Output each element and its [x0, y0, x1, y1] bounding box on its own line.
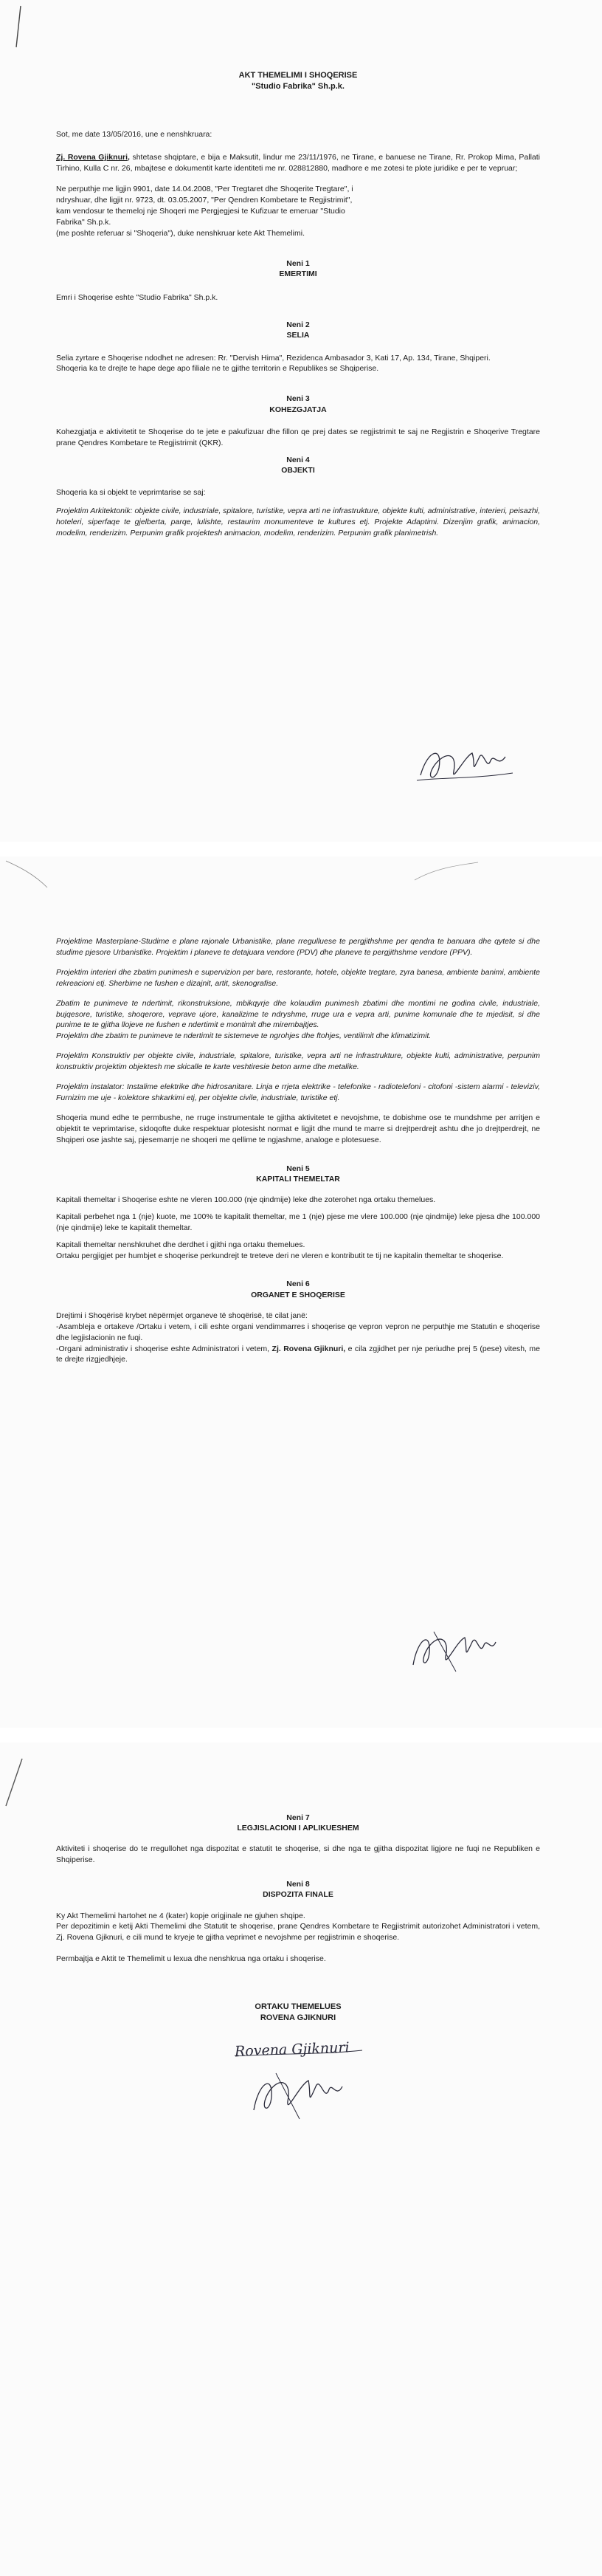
title-line-1: AKT THEMELIMI I SHOQERISE: [238, 71, 358, 80]
article-6-assembly: -Asambleja e ortakeve /Ortaku i vetem, i cili eshte organi vendimmarres i shoqerise qe vepron vepron ne perputhje me Statutin e shoqerise dhe legjislacionin ne fuqi.: [56, 1322, 540, 1342]
article-1-heading: [56, 258, 540, 279]
scan-fold-mark: [413, 861, 480, 883]
document-page-3: [0, 1742, 602, 2576]
article-6-heading: [56, 1279, 540, 1299]
activity-interior: Projektim interieri dhe zbatim punimesh e supervizion per bare, restorante, hotele, objekte tregtare, zyra banesa, ambiente banimi, ambiente rekreacioni etj. Sherbime ne fushen e dizajnit, artit, skenografise.: [56, 967, 540, 988]
legal-basis-line: Ne perputhje me ligjin 9901, date 14.04.2008, "Per Tregtaret dhe Shoqerite Tregtare", i: [56, 185, 353, 194]
article-2-text-branches: Shoqeria ka te drejte te hape dege apo filiale ne te gjithe territorin e Republikes se Shqiperise.: [56, 364, 379, 374]
article-5-shares: Kapitali perbehet nga 1 (nje) kuote, me 100% te kapitalit themeltar, me 1 (nje) pjese me vlere 100.000 (nje qindmije) leke pjesa dhe 100.000 (nje qindmije) leke te kapitalit themeltar.: [56, 1212, 540, 1232]
legal-basis-line: kam vendosur te themeloj nje Shoqeri me Pergjegjesi te Kufizuar te emeruar "Studio: [56, 207, 345, 216]
article-8-heading: [56, 1879, 540, 1900]
intro-text: Sot, me date 13/05/2016, une e nenshkruara:: [56, 129, 212, 139]
article-5-capital: Kapitali themeltar i Shoqerise eshte ne vleren 100.000 (nje qindmije) leke dhe zoterohet nga ortaku themelues.: [56, 1195, 436, 1204]
article-name: OBJEKTI: [281, 465, 315, 475]
article-4-text-architecture: Projektim Arkitektonik: objekte civile, industriale, spitalore, turistike, vepra arti ne infrastrukture, objekte kulti, administrative, interieri, peisazhi, hoteleri, siperfaqe te gjelberta, parqe, lulishte, restaurim monumenteve te kultures etj. Projekte Adaptimi. Dizenjim grafik, animacion, modelim, renderizim. Perpunim grafik projektesh animacion, modelim, renderizim. Perpunim grafik planimetrish.: [56, 506, 540, 537]
founder-name: Zj. Rovena Gjiknuri,: [56, 152, 130, 162]
scan-fold-mark: [4, 859, 49, 889]
article-name: LEGJISLACIONI I APLIKUESHEM: [237, 1824, 359, 1833]
article-4-intro: Shoqeria ka si objekt te veprimtarise se saj:: [56, 487, 206, 497]
handwritten-name: Rovena Gjiknuri: [234, 2039, 350, 2060]
legal-basis-line: (me poshte referuar si "Shoqeria"), duke nenshkruar kete Akt Themelimi.: [56, 229, 305, 238]
article-5-subscription: Kapitali themeltar nenshkruhet dhe derdhet i gjithi nga ortaku themelues.: [56, 1240, 305, 1249]
article-5-liability: Ortaku pergjigjet per humbjet e shoqerise perkundrejt te treteve deri ne vleren e kontributit te tij ne kapitalin themeltar te shoqerise.: [56, 1251, 504, 1260]
page-1-content: [56, 70, 540, 544]
article-number: Neni 2: [286, 320, 310, 330]
document-title: [56, 70, 540, 92]
signatory-block: [56, 2002, 540, 2024]
document-page-1: [0, 0, 602, 842]
signatory-title: ORTAKU THEMELUES: [255, 2002, 342, 2012]
article-number: Neni 1: [286, 258, 310, 268]
handwritten-underline: [232, 2034, 365, 2059]
article-name: EMERTIMI: [279, 269, 317, 279]
article-name: DISPOZITA FINALE: [263, 1890, 333, 1900]
activity-construction: Zbatim te punimeve te ndertimit, rikonstruksione, mbikqyrje dhe kolaudim punimesh zbatimi dhe montimi ne godina civile, industriale, bujqesore, turistike, shoqerore, veprave ujore, kanalizime te ndryshme, rruge ura e vepra arti, punime komunale dhe te mjedisit, si dhe punime te te gjitha llojeve ne fushen e ndertimit e montimit dhe mirembajtjes.: [56, 998, 540, 1030]
document-page-2: [0, 856, 602, 1728]
administrator-name: Zj. Rovena Gjiknuri,: [271, 1344, 346, 1353]
activity-hvac: Projektim dhe zbatim te punimeve te ndertimit te sistemeve te ngrohjes dhe ftohjes, ventilimit dhe klimatizimit.: [56, 1031, 432, 1041]
article-3-text: Kohezgjatja e aktivitetit te Shoqerise do te jete e pakufizuar dhe fillon qe prej dates se regjistrimit te saj ne Regjistrin e Shoqerive Tregtare prane Qendres Kombetare te Regjistrimit (QKR).: [56, 427, 540, 447]
article-8-deposit: Per depozitimin e ketij Akti Themelimi dhe Statutit te shoqerise, prane Qendres Kombetare te Regjistrimit autorizohet Administratori i vetem, Zj. Rovena Gjiknuri, e cili mund te kryeje te gjitha veprimet e nevojshme per regjistrimin e shoqerise.: [56, 1922, 540, 1943]
article-7-text: Aktiviteti i shoqerise do te rregullohet nga dispozitat e statutit te shoqerise, si dhe nga te gjitha dispozitat ligjore ne fuqi ne Republiken e Shqiperise.: [56, 1844, 540, 1865]
signatory-name: ROVENA GJIKNURI: [260, 2013, 336, 2022]
article-4-heading: [56, 455, 540, 475]
article-number: Neni 4: [286, 455, 310, 464]
article-name: ORGANET E SHOQERISE: [251, 1290, 345, 1299]
activity-installations: Projektim instalator: Instalime elektrike dhe hidrosanitare. Linja e rrjeta elektrike - telefonike - radiotelefoni - citofoni -sistem alarmi - televiziv, Furnizim me uje - kolektore shkarkimi etj, per objekte civile, industriale, turistike etj.: [56, 1082, 540, 1102]
article-number: Neni 5: [286, 1164, 310, 1173]
founder-details: shtetase shqiptare, e bija e Maksutit, lindur me 23/11/1976, ne Tirane, e banuese ne Tirane, Rr. Prokop Mima, Pallati Tirhino, Kulla C nr. 26, mbajtese e dokumentit karte identiteti me nr. 028812880, madhore e me zotesi te plote juridike e per te vepruar;: [56, 152, 540, 173]
article-3-heading: [56, 394, 540, 414]
article-number: Neni 8: [286, 1880, 310, 1889]
article-number: Neni 7: [286, 1813, 310, 1822]
scan-pen-mark: [3, 1757, 25, 1809]
legal-basis-line: ndryshuar, dhe ligjit nr. 9723, dt. 03.05.2007, "Per Qendren Kombetare te Regjistrimit",: [56, 196, 353, 205]
legal-basis-line: Fabrika" Sh.p.k.: [56, 218, 111, 227]
scan-pen-mark: [13, 4, 24, 49]
page-gap: [0, 842, 602, 856]
article-2-text-address: Selia zyrtare e Shoqerise ndodhet ne adresen: Rr. "Dervish Hima", Rezidenca Ambasador 3, Kati 17, Ap. 134, Tirane, Shqiperi.: [56, 353, 491, 363]
article-8-copies: Ky Akt Themelimi hartohet ne 4 (kater) kopje origjinale ne gjuhen shqipe.: [56, 1911, 305, 1920]
initials-signature-icon: [413, 742, 516, 786]
activity-masterplan: Projektime Masterplane-Studime e plane rajonale Urbanistike, plane rregulluese te pergjithshme per qendra te banuara dhe qytete si dhe studime pjesore Urbanistike. Projektim i planeve te detajuara vendore (PDV) dhe planeve te pergjithshme vendore (PPV).: [56, 937, 540, 957]
article-name: SELIA: [286, 331, 310, 340]
article-6-intro: Drejtimi i Shoqërisë krybet nëpërmjet organeve të shoqërisë, të cilat janë:: [56, 1311, 308, 1320]
legal-basis-paragraph: [56, 184, 540, 239]
article-2-heading: [56, 320, 540, 340]
page-2-content: [56, 936, 540, 1371]
company-name-title: "Studio Fabrika" Sh.p.k.: [252, 81, 345, 91]
activity-structural: Projektim Konstruktiv per objekte civile, industriale, spitalore, turistike, vepra arti ne infrastrukture, objekte kulti, administrative, perpunim konstruktiv projektim objektesh me skicalle te karte veshtiresie beton arme dhe metalike.: [56, 1051, 540, 1072]
article-5-heading: [56, 1164, 540, 1184]
article-8-read-signed: Permbajtja e Aktit te Themelimit u lexua dhe nenshkrua nga ortaku i shoqerise.: [56, 1954, 326, 1964]
activity-general-clause: Shoqeria mund edhe te permbushe, ne rruge instrumentale te gjitha aktivitetet e nevojshme, te dobishme ose te mundshme per arritjen e objektit te veprimtarise, sidoqofte duke respektuar plotesisht normat e ligjit dhe mund te marre si drejtperdrejt ashtu dhe jo drejtperdrejt, ne Shqiperi ose jashte saj, pjesemarrje ne shoqeri me qellime te ngjashme, analoge e plotesuese.: [56, 1113, 540, 1144]
article-6-administrator: -Organi administrativ i shoqerise eshte Administratori i vetem, Zj. Rovena Gjiknuri, e cila zgjidhet per nje periudhe prej 5 (pese) vitesh, me te drejte rizgjedhjeje.: [56, 1344, 541, 1364]
article-name: KOHEZGJATJA: [269, 405, 327, 414]
article-7-heading: [56, 1813, 540, 1833]
article-number: Neni 3: [286, 394, 310, 404]
founder-paragraph: [56, 152, 540, 174]
article-number: Neni 6: [286, 1280, 310, 1289]
page-3-content: [56, 1813, 540, 2024]
article-name: KAPITALI THEMELTAR: [256, 1174, 340, 1184]
initials-signature-icon: [404, 1624, 500, 1676]
page-gap: [0, 1728, 602, 1742]
article-1-text: Emri i Shoqerise eshte "Studio Fabrika" Sh.p.k.: [56, 293, 218, 303]
signature-icon: [243, 2067, 347, 2122]
